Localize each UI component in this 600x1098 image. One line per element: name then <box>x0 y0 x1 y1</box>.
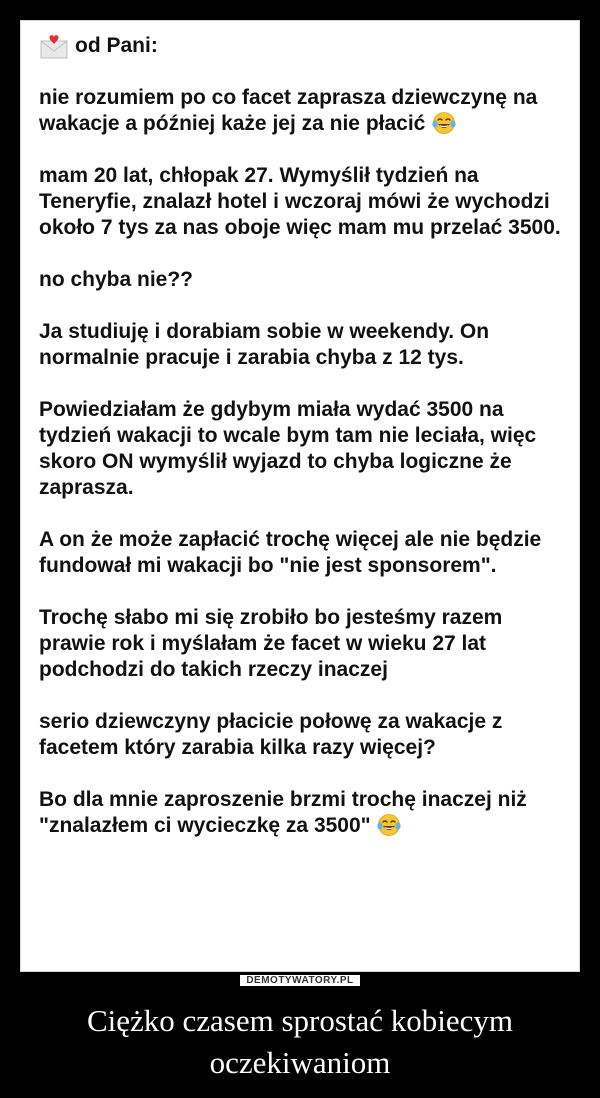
message-paragraph <box>39 709 567 761</box>
sender-label: od Pani: <box>75 34 158 57</box>
paragraph-text: serio dziewczyny płacicie połowę za wakacje z facetem który zarabia kilka razy więcej? <box>39 710 503 759</box>
caption: Ciężko czasem sprostać kobiecym oczekiwaniom <box>86 1003 514 1080</box>
post-content <box>39 33 567 865</box>
message-paragraph <box>39 397 567 501</box>
joy-emoji-icon <box>376 813 402 837</box>
paragraph-text: Bo dla mnie zaproszenie brzmi trochę inaczej niż "znalazłem ci wycieczkę za 3500" <box>39 788 527 837</box>
joy-emoji-icon <box>431 111 457 135</box>
message-paragraph <box>39 605 567 683</box>
paragraph-text: Trochę słabo mi się zrobiło bo jesteśmy razem prawie rok i myślałam że facet w wieku 27 lat podchodzi do takich rzeczy inaczej <box>39 606 503 681</box>
watermark <box>21 975 579 993</box>
message-paragraph <box>39 787 567 839</box>
message-paragraph <box>39 163 567 241</box>
message-paragraph <box>39 319 567 371</box>
post-panel <box>20 20 580 986</box>
paragraph-text: no chyba nie?? <box>39 268 194 291</box>
paragraph-text: Ja studiuję i dorabiam sobie w weekendy. On normalnie pracuje i zarabia chyba z 12 tys. <box>39 320 490 369</box>
message-paragraph <box>39 527 567 579</box>
message-paragraph <box>39 85 567 137</box>
paragraph-text: A on że może zapłacić trochę więcej ale nie będzie fundował mi wakacji bo "nie jest sponsorem". <box>39 528 542 577</box>
paragraph-text: nie rozumiem po co facet zaprasza dziewczynę na wakacje a później każe jej za nie płacić <box>39 86 538 135</box>
message-paragraph <box>39 267 567 293</box>
envelope-heart-icon <box>39 33 69 59</box>
watermark-text: DEMOTYWATORY.PL <box>240 975 359 986</box>
message-body <box>39 85 567 839</box>
paragraph-text: mam 20 lat, chłopak 27. Wymyślił tydzień na Teneryfie, znalazł hotel i wczoraj mówi że wychodzi około 7 tys za nas oboje więc mam mu przelać 3500. <box>39 164 561 239</box>
post-header <box>39 33 567 59</box>
paragraph-text: Powiedziałam że gdybym miała wydać 3500 na tydzień wakacji to wcale bym tam nie leciała, więc skoro ON wymyślił wyjazd to chyba logiczne że zaprasza. <box>39 398 537 499</box>
